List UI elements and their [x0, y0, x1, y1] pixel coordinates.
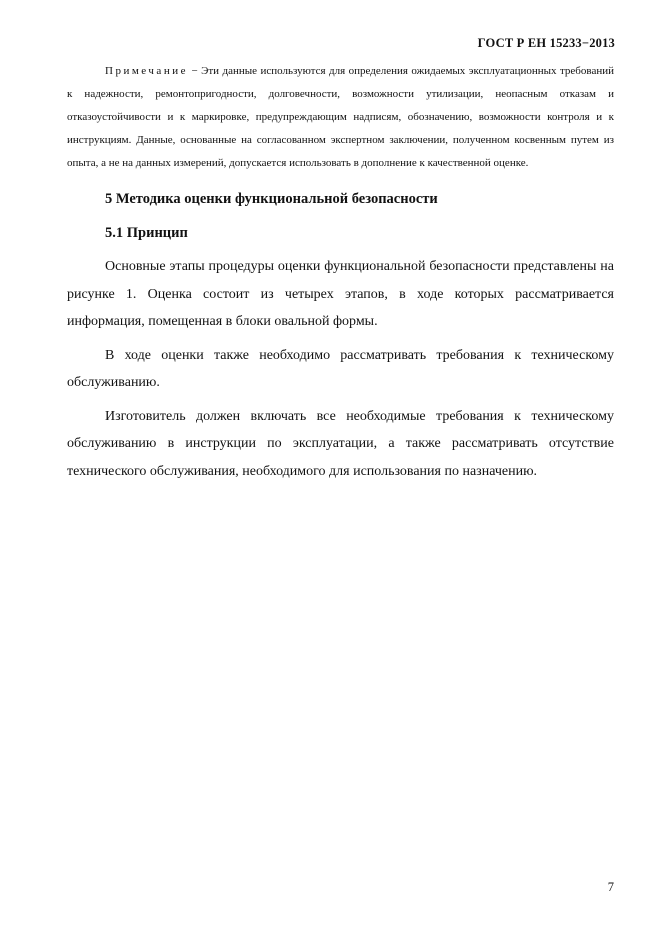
subsection-heading: 5.1 Принцип — [105, 225, 188, 241]
note-text: − Эти данные используются для определения ожидаемых эксплуатационных требований к надежности, ремонтопригодности, долговечности, возможности утилизации, неопасным отказам и отказоустойчивости и к маркировке, предупреждающим надписям, обозначению, возможности контроля и к инструкциям. Данные, основанные на согласованном экспертном заключении, полученном косвенным путем из опыта, а не на данных измерений, допускается использовать в дополнение к качественной оценке. — [67, 65, 614, 169]
paragraph-stages: Основные этапы процедуры оценки функциональной безопасности представлены на рисунке 1. Оценка состоит из четырех этапов, в ходе которых рассматривается информация, помещенная в блоки овальной формы. — [67, 259, 614, 329]
section-heading: 5 Методика оценки функциональной безопасности — [105, 191, 438, 207]
page-number: 7 — [607, 880, 614, 894]
document-code-header: ГОСТ Р ЕН 15233−2013 — [477, 36, 615, 50]
paragraph-manufacturer: Изготовитель должен включать все необходимые требования к техническому обслуживанию в инструкции по эксплуатации, а также рассматривать отсутствие технического обслуживания, необходимого для использования по назначению. — [67, 408, 614, 479]
note-label: Примечание — [105, 65, 188, 77]
note-paragraph — [67, 60, 614, 175]
page-content — [67, 60, 614, 485]
paragraph-maintenance: В ходе оценки также необходимо рассматривать требования к техническому обслуживанию. — [67, 347, 614, 390]
